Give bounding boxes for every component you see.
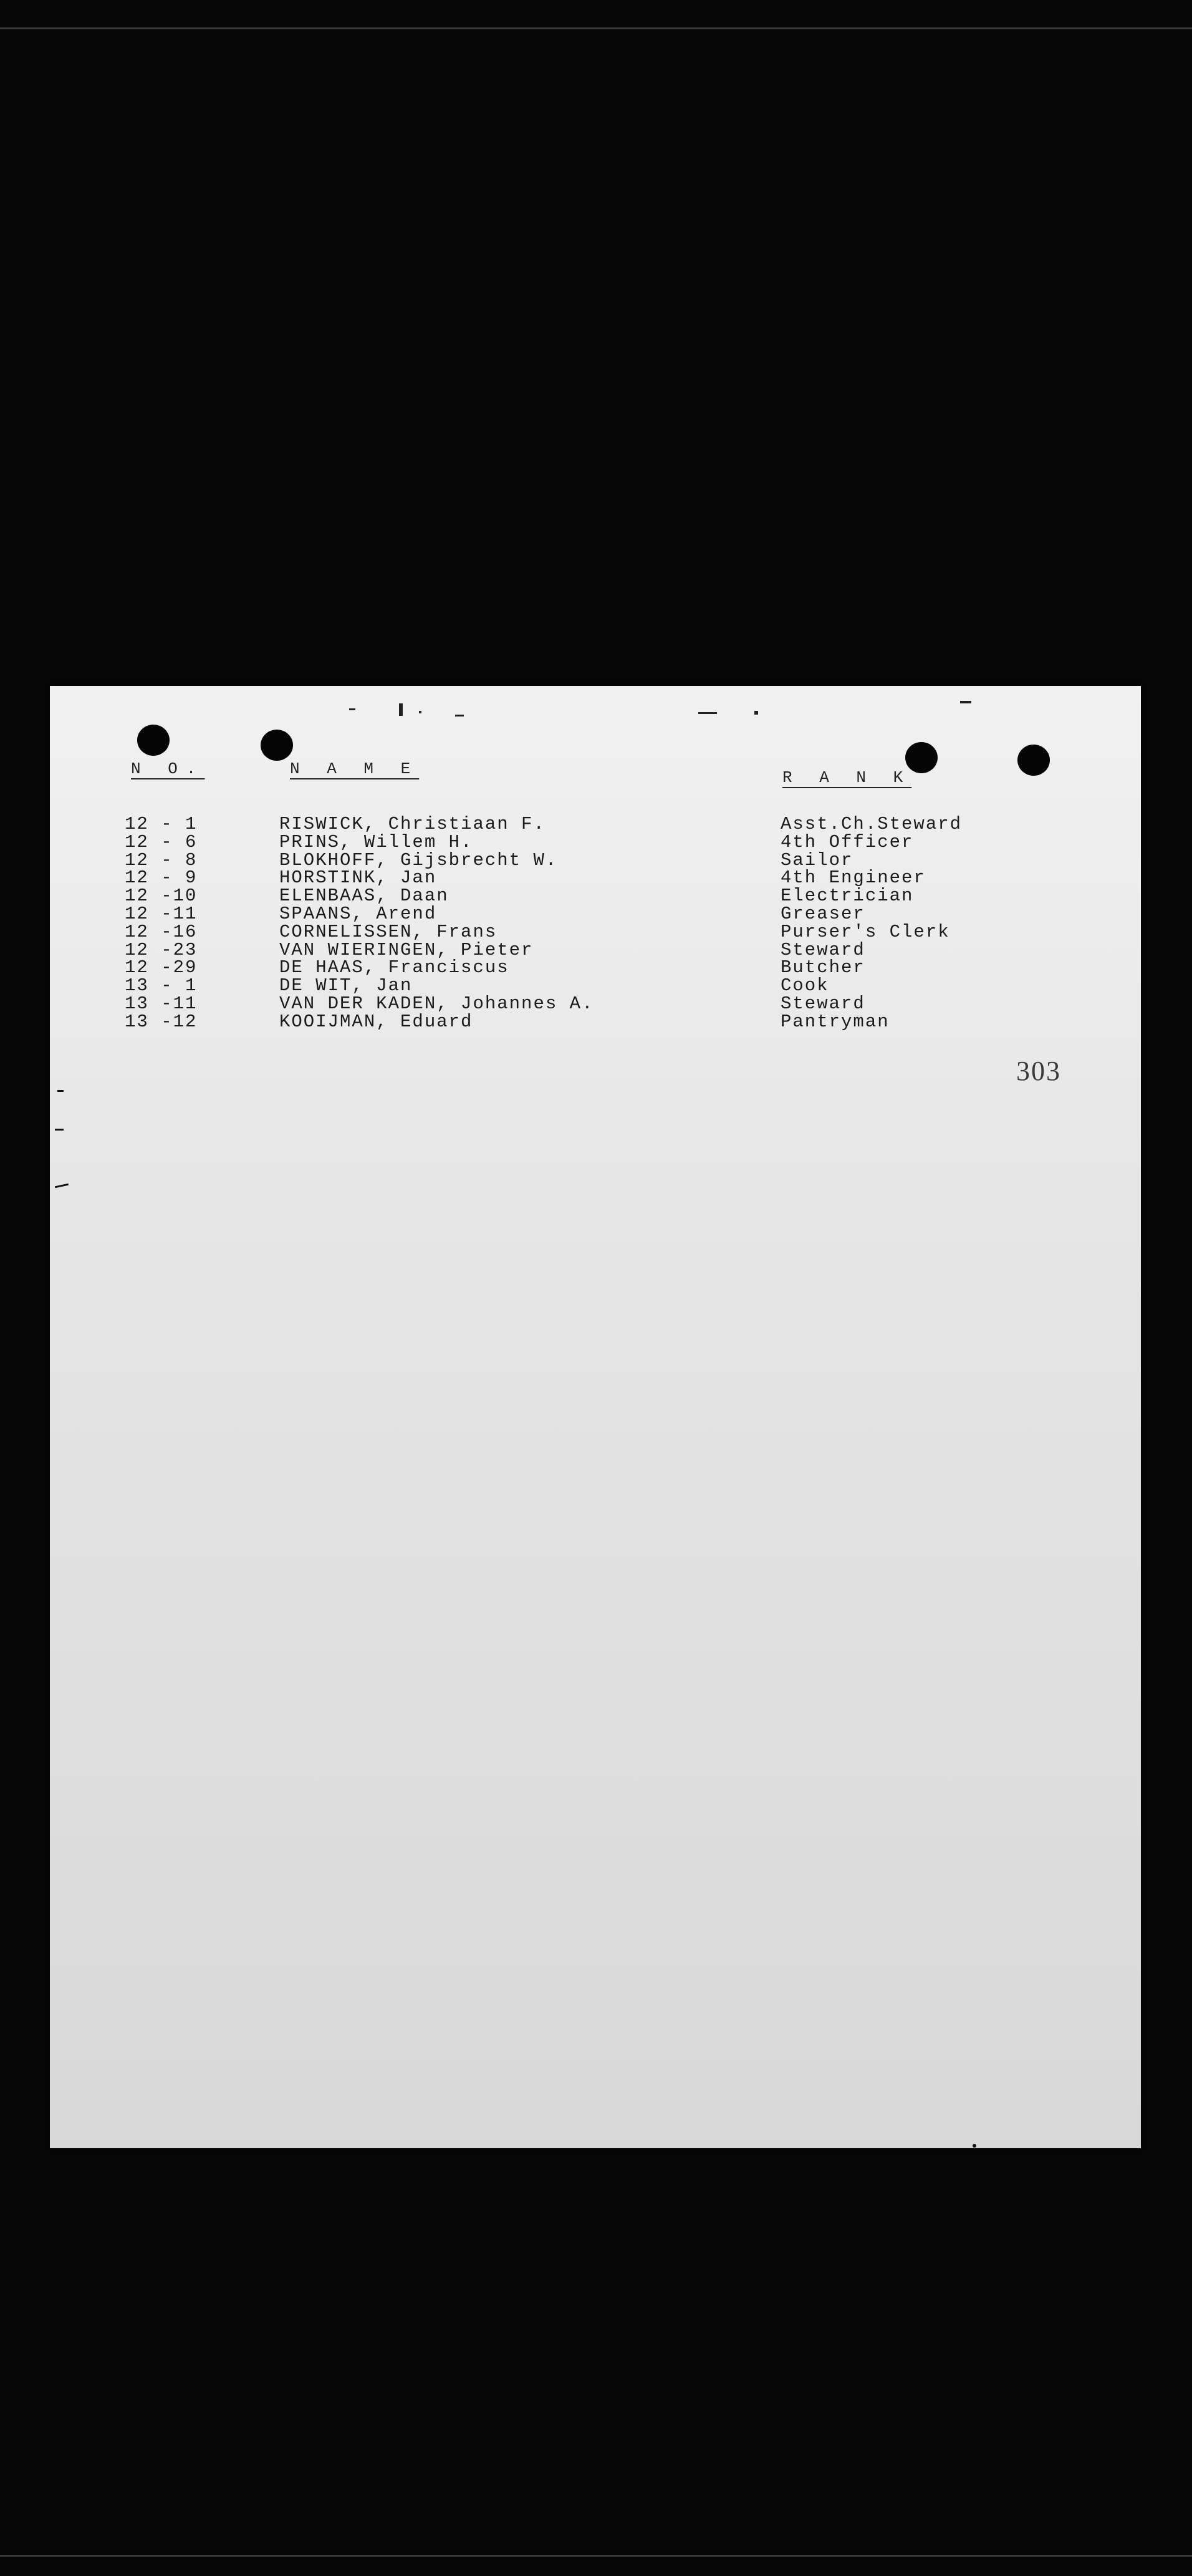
row-rank: Asst.Ch.Steward (781, 814, 963, 834)
row-rank: Steward (781, 993, 865, 1014)
row-number: 12 -16 (125, 921, 198, 942)
row-rank: Steward (781, 939, 865, 960)
row-rank: Electrician (781, 885, 914, 907)
row-name: HORSTINK, Jan (279, 867, 437, 889)
row-number: 12 -10 (125, 885, 198, 907)
row-number: 12 - 8 (125, 849, 198, 871)
punch-hole-left-2 (261, 730, 293, 761)
ink-speck (399, 703, 403, 716)
row-name: VAN DER KADEN, Johannes A. (279, 993, 594, 1014)
row-name: BLOKHOFF, Gijsbrecht W. (279, 849, 558, 871)
row-number: 13 - 1 (125, 975, 198, 996)
row-number: 12 - 9 (125, 867, 198, 889)
row-rank: Sailor (781, 849, 853, 871)
row-number: 12 -11 (125, 903, 198, 924)
row-rank: Pantryman (781, 1011, 890, 1032)
list-item (125, 831, 1097, 852)
header-rank: R A N K (782, 768, 912, 787)
film-edge-bottom (0, 2555, 1192, 2557)
page-number: 303 (1016, 1056, 1061, 1086)
document-page (50, 686, 1141, 2148)
list-item (125, 869, 1097, 887)
ink-speck (698, 712, 717, 714)
row-number: 12 - 1 (125, 814, 198, 834)
list-item (125, 887, 1097, 905)
ink-speck (960, 701, 971, 703)
edge-mark (55, 1184, 69, 1189)
list-item (125, 995, 1097, 1013)
edge-mark (57, 1090, 64, 1092)
row-name: PRINS, Willem H. (279, 831, 473, 852)
edge-mark (973, 2144, 976, 2148)
row-number: 12 - 6 (125, 831, 198, 852)
row-rank: Purser's Clerk (781, 921, 950, 942)
list-item (125, 905, 1097, 924)
crew-list (125, 816, 1097, 1031)
row-name: KOOIJMAN, Eduard (279, 1011, 473, 1032)
ink-speck (349, 708, 355, 710)
row-name: RISWICK, Christiaan F. (279, 814, 546, 834)
row-name: DE WIT, Jan (279, 975, 413, 996)
list-item (125, 977, 1097, 995)
row-name: CORNELISSEN, Frans (279, 921, 497, 942)
film-edge-top (0, 27, 1192, 29)
list-item (125, 939, 1097, 960)
edge-mark (55, 1129, 64, 1131)
list-item (125, 849, 1097, 871)
row-rank: Butcher (781, 957, 865, 978)
ink-speck (455, 715, 464, 716)
row-name: ELENBAAS, Daan (279, 885, 449, 907)
ink-speck (754, 711, 758, 715)
row-name: VAN WIERINGEN, Pieter (279, 939, 534, 960)
row-number: 13 -12 (125, 1011, 198, 1032)
row-name: DE HAAS, Franciscus (279, 957, 509, 978)
row-rank: Greaser (781, 903, 865, 924)
punch-hole-left-1 (137, 725, 170, 756)
row-number: 13 -11 (125, 993, 198, 1014)
header-name: N A M E (290, 760, 420, 778)
row-rank: Cook (781, 975, 829, 996)
ink-speck (419, 711, 421, 713)
list-item (125, 1013, 1097, 1031)
list-item (125, 959, 1097, 977)
row-rank: 4th Engineer (781, 867, 926, 889)
row-name: SPAANS, Arend (279, 903, 437, 924)
row-rank: 4th Officer (781, 831, 914, 852)
header-no: N O. (131, 760, 205, 778)
list-item (125, 816, 1097, 834)
punch-hole-right-2 (1017, 745, 1050, 776)
row-number: 12 -23 (125, 939, 198, 960)
list-item (125, 921, 1097, 942)
row-number: 12 -29 (125, 957, 198, 978)
